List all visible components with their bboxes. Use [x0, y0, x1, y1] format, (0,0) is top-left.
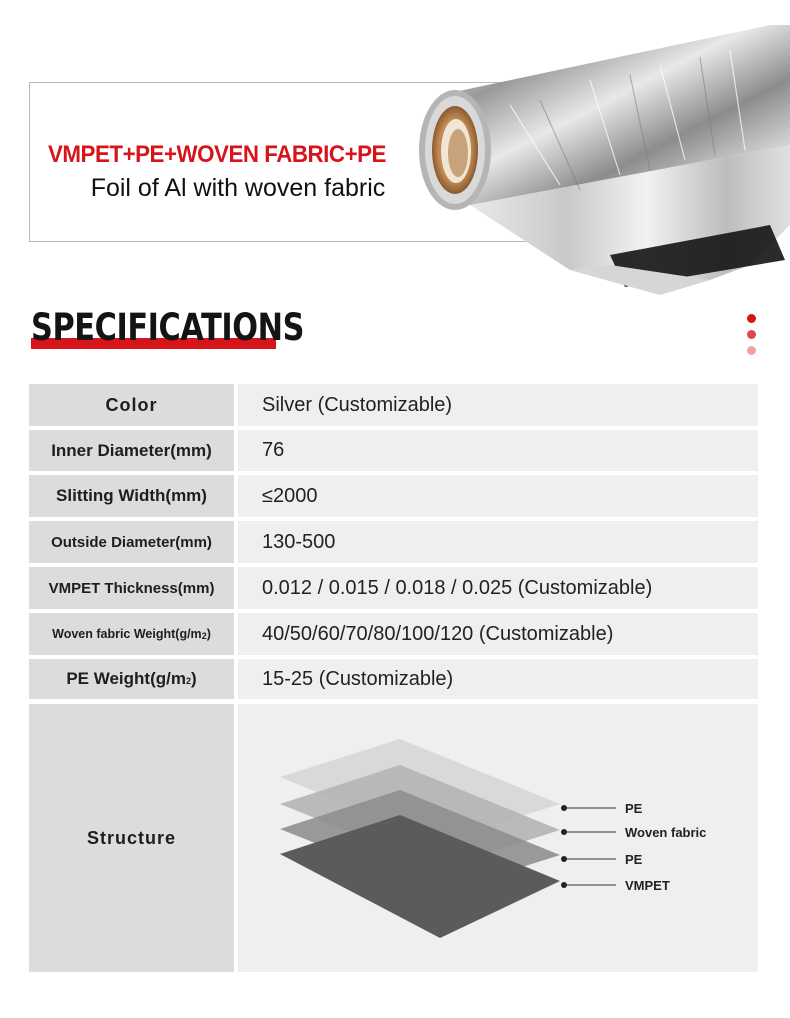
spec-label: Outside Diameter(mm) [29, 521, 234, 563]
superscript: 2 [185, 675, 191, 686]
structure-diagram [238, 704, 758, 972]
spec-row-structure [29, 704, 758, 972]
layer-label: VMPET [625, 878, 670, 893]
spec-value: 76 [238, 430, 758, 471]
spec-label-text: Woven fabric Weight(g/m [52, 627, 202, 641]
product-title: VMPET+PE+WOVEN FABRIC+PE [48, 141, 386, 168]
spec-label-text: PE Weight(g/m [66, 669, 186, 688]
layer-label: Woven fabric [625, 825, 707, 840]
spec-value: 0.012 / 0.015 / 0.018 / 0.025 (Customizable) [238, 567, 758, 609]
spec-label: VMPET Thickness(mm) [29, 567, 234, 609]
spec-label: Color [29, 384, 234, 426]
spec-row-vmpet-thickness [29, 567, 758, 609]
spec-row-pe-weight [29, 659, 758, 699]
dot-icon [747, 330, 756, 339]
spec-label: Inner Diameter(mm) [29, 430, 234, 471]
dot-icon [747, 346, 756, 355]
spec-row-slitting-width [29, 475, 758, 517]
spec-label: Slitting Width(mm) [29, 475, 234, 517]
decorative-dots-icon [747, 314, 757, 362]
spec-value: 15-25 (Customizable) [238, 659, 758, 699]
spec-label-end: ) [206, 627, 211, 641]
spec-label [29, 659, 234, 699]
spec-label: Structure [29, 704, 234, 972]
spec-row-inner-diameter [29, 430, 758, 471]
spec-value: 40/50/60/70/80/100/120 (Customizable) [238, 613, 758, 655]
spec-label-end: ) [190, 669, 197, 688]
layer-label: PE [625, 852, 643, 867]
spec-row-outside-diameter [29, 521, 758, 563]
spec-row-color [29, 384, 758, 426]
spec-value: ≤2000 [238, 475, 758, 517]
superscript: 2 [201, 630, 207, 641]
spec-row-woven-weight [29, 613, 758, 655]
section-heading: SPECIFICATIONS [31, 306, 305, 349]
spec-value: 130-500 [238, 521, 758, 563]
aluminum-foil-roll-image [410, 25, 790, 300]
spec-value: Silver (Customizable) [238, 384, 758, 426]
layer-label: PE [625, 801, 643, 816]
spec-label [29, 613, 234, 655]
product-subtitle: Foil of Al with woven fabric [90, 174, 386, 202]
dot-icon [747, 314, 756, 323]
